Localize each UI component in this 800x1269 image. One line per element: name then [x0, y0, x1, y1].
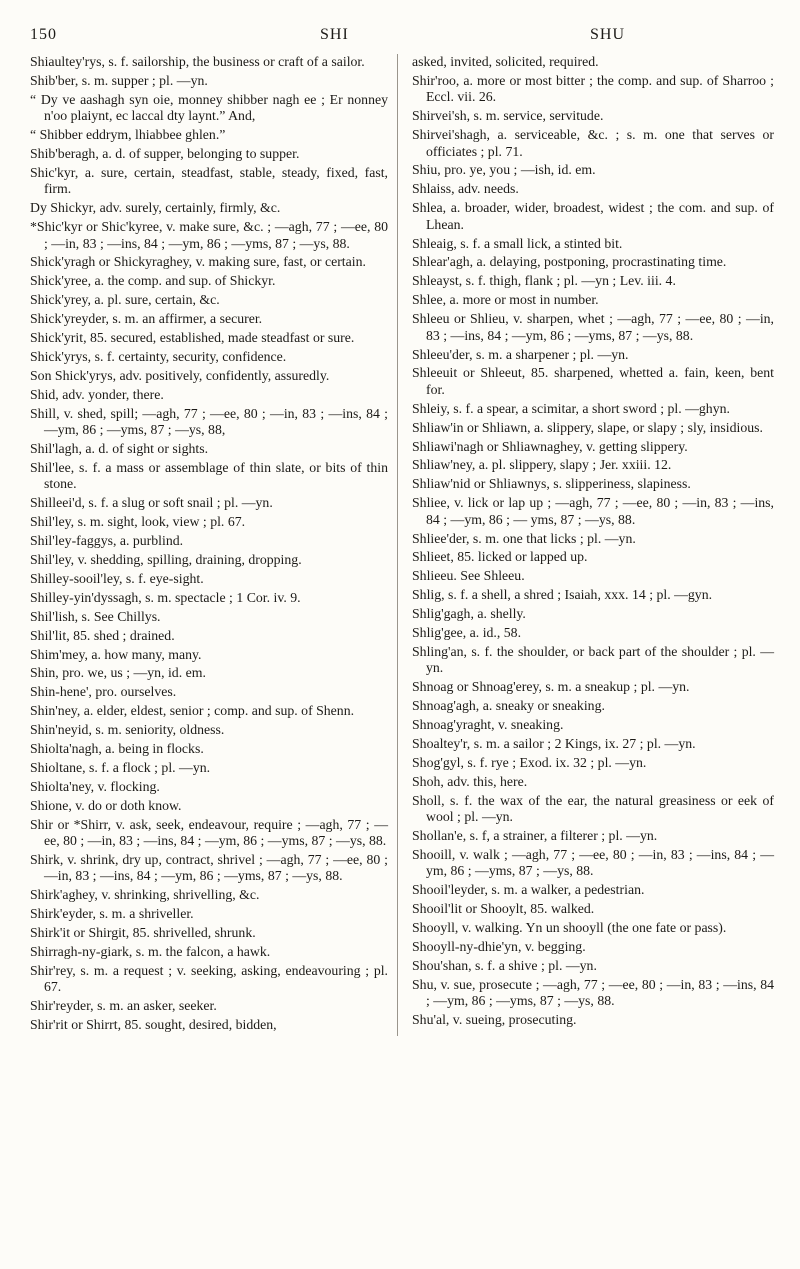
dictionary-entry: Shliawi'nagh or Shliawnaghey, v. getting slippery.: [412, 438, 688, 454]
dictionary-entry: Shliee, v. lick or lap up ; —agh, 77 ; —ee, 80 ; —in, 83 ; —ins, 84 ; —ym, 86 ; — yms, 87 ; —ys, 88.: [412, 495, 774, 527]
dictionary-entry: Shin'ney, a. elder, eldest, senior ; comp. and sup. of Shenn.: [30, 703, 355, 719]
dictionary-entry: Shlig, s. f. a shell, a shred ; Isaiah, xxx. 14 ; pl. —gyn.: [412, 587, 713, 603]
dictionary-entry: Shirk, v. shrink, dry up, contract, shrivel ; —agh, 77 ; —ee, 80 ; —in, 83 ; —ins, 84 ; —ym, 86 ; —yms, 87 ; —ys, 88.: [30, 851, 388, 884]
dictionary-entry: Shic'kyr, a. sure, certain, steadfast, stable, steady, fixed, fast, firm.: [30, 164, 388, 197]
dictionary-entry: Shir'rey, s. m. a request ; v. seeking, asking, endeavouring ; pl. 67.: [30, 962, 388, 995]
dictionary-entry: Shil'ley, s. m. sight, look, view ; pl. 67.: [30, 514, 246, 530]
dictionary-entry: Shick'yree, a. the comp. and sup. of Shickyr.: [30, 273, 276, 289]
dictionary-entry: Dy Shickyr, adv. surely, certainly, firmly, &c.: [30, 200, 281, 216]
dictionary-entry: Shleaig, s. f. a small lick, a stinted bit.: [412, 235, 623, 251]
dictionary-entry: Shoaltey'r, s. m. a sailor ; 2 Kings, ix. 27 ; pl. —yn.: [412, 736, 696, 752]
dictionary-entry: Shill, v. shed, spill; —agh, 77 ; —ee, 80 ; —in, 83 ; —ins, 84 ; —ym, 86 ; —yms, 87 ; —ys, 88,: [30, 405, 388, 438]
dictionary-entry: *Shic'kyr or Shic'kyree, v. make sure, &c. ; —agh, 77 ; —ee, 80 ; —in, 83 ; —ins, 84 ; —ym, 86 ; —yms, 87 ; —ys, 88.: [30, 219, 388, 251]
dictionary-entry: Shir'rit or Shirrt, 85. sought, desired, bidden,: [30, 1017, 277, 1033]
dictionary-entry: Shlaiss, adv. needs.: [412, 181, 519, 197]
dictionary-entry: Sholl, s. f. the wax of the ear, the natural greasiness or eek of wool ; pl. —yn.: [412, 792, 774, 825]
dictionary-entry: Shil'ley-faggys, a. purblind.: [30, 533, 184, 549]
dictionary-entry: Shim'mey, a. how many, many.: [30, 646, 202, 662]
dictionary-entry: Shid, adv. yonder, there.: [30, 386, 164, 402]
left-column: [30, 54, 388, 1036]
dictionary-entry: Shleeuit or Shleeut, 85. sharpened, whetted a. fain, keen, bent for.: [412, 365, 774, 397]
dictionary-entry: “ Dy ve aashagh syn oie, monney shibber nagh ee ; Er nonney n'oo plaiynt, ec laccal dty laynt.” And,: [30, 91, 388, 124]
dictionary-entry: Shick'yrit, 85. secured, established, made steadfast or sure.: [30, 330, 355, 346]
dictionary-entry: Shil'lish, s. See Chillys.: [30, 608, 161, 624]
dictionary-entry: Shleeu'der, s. m. a sharpener ; pl. —yn.: [412, 346, 629, 362]
dictionary-entry: Shil'lit, 85. shed ; drained.: [30, 627, 175, 643]
dictionary-entry: Shliaw'in or Shliawn, a. slippery, slape, or slapy ; sly, insidious.: [412, 419, 763, 435]
dictionary-entry: Shlieet, 85. licked or lapped up.: [412, 549, 588, 565]
dictionary-entry: Shir'reyder, s. m. an asker, seeker.: [30, 998, 217, 1014]
dictionary-entry: Shirvei'sh, s. m. service, servitude.: [412, 108, 604, 124]
dictionary-entry: Shiaultey'rys, s. f. sailorship, the business or craft of a sailor.: [30, 54, 365, 69]
dictionary-entry: Shir or *Shirr, v. ask, seek, endeavour, require ; —agh, 77 ; —ee, 80 ; —in, 83 ; —ins, 84 ; —ym, 86 ; —yms, 87 ; —ys, 88.: [30, 816, 388, 849]
dictionary-entry: Shib'ber, s. m. supper ; pl. —yn.: [30, 72, 208, 88]
dictionary-entry: Shliaw'ney, a. pl. slippery, slapy ; Jer. xxiii. 12.: [412, 457, 672, 473]
running-head-left: SHI: [320, 26, 349, 43]
dictionary-entry: Shirk'aghey, v. shrinking, shrivelling, &c.: [30, 887, 260, 903]
dictionary-entry: Shooil'leyder, s. m. a walker, a pedestrian.: [412, 882, 645, 898]
dictionary-entry: Shnoag or Shnoag'erey, s. m. a sneakup ; pl. —yn.: [412, 679, 690, 695]
dictionary-entry: Shou'shan, s. f. a shive ; pl. —yn.: [412, 957, 597, 973]
page-header: [30, 20, 774, 54]
dictionary-entry: Shooyll-ny-dhie'yn, v. begging.: [412, 939, 586, 954]
dictionary-entry: Shirragh-ny-giark, s. m. the falcon, a hawk.: [30, 944, 271, 959]
dictionary-entry: Shick'yragh or Shickyraghey, v. making sure, fast, or certain.: [30, 254, 366, 270]
right-column: [397, 54, 774, 1036]
dictionary-entry: Shnoag'yraght, v. sneaking.: [412, 717, 564, 733]
dictionary-entry: Shin'neyid, s. m. seniority, oldness.: [30, 722, 225, 738]
dictionary-entry: Shick'yrey, a. pl. sure, certain, &c.: [30, 292, 220, 308]
dictionary-entry: Shu'al, v. sueing, prosecuting.: [412, 1012, 577, 1028]
dictionary-entry: “ Shibber eddrym, lhiabbee ghlen.”: [30, 127, 226, 143]
dictionary-entry: Shooill, v. walk ; —agh, 77 ; —ee, 80 ; —in, 83 ; —ins, 84 ; —ym, 86 ; —yms, 87 ; —ys, 88.: [412, 846, 774, 879]
dictionary-entry: Shleiy, s. f. a spear, a scimitar, a short sword ; pl. —ghyn.: [412, 400, 730, 416]
dictionary-entry: Shog'gyl, s. f. rye ; Exod. ix. 32 ; pl. —yn.: [412, 754, 647, 770]
running-head-right: SHU: [590, 26, 626, 43]
dictionary-entry: Shib'beragh, a. d. of supper, belonging to supper.: [30, 146, 300, 162]
dictionary-entry: Shil'ley, v. shedding, spilling, draining, dropping.: [30, 551, 302, 567]
dictionary-entry: Shliee'der, s. m. one that licks ; pl. —yn.: [412, 530, 636, 546]
dictionary-entry: Shoh, adv. this, here.: [412, 773, 528, 789]
dictionary-entry: Shlear'agh, a. delaying, postponing, procrastinating time.: [412, 254, 727, 270]
dictionary-entry: Shilley-yin'dyssagh, s. m. spectacle ; 1 Cor. iv. 9.: [30, 589, 301, 605]
dictionary-entry: Shick'yrys, s. f. certainty, security, confidence.: [30, 349, 287, 364]
dictionary-entry: asked, invited, solicited, required.: [412, 54, 599, 69]
dictionary-entry: Shirvei'shagh, a. serviceable, &c. ; s. m. one that serves or officiates ; pl. 71.: [412, 127, 774, 159]
dictionary-entry: Shilley-sooil'ley, s. f. eye-sight.: [30, 570, 204, 586]
dictionary-entry: Shiolta'ney, v. flocking.: [30, 778, 160, 794]
page-number: 150: [30, 26, 57, 43]
dictionary-entry: Shil'lagh, a. d. of sight or sights.: [30, 441, 209, 457]
dictionary-entry: Shlieeu. See Shleeu.: [412, 568, 525, 584]
dictionary-entry: Shlee, a. more or most in number.: [412, 292, 599, 308]
dictionary-entry: Shu, v. sue, prosecute ; —agh, 77 ; —ee, 80 ; —in, 83 ; —ins, 84 ; —ym, 86 ; —yms, 87 ; —ys, 88.: [412, 976, 774, 1009]
dictionary-entry: Shooil'lit or Shooylt, 85. walked.: [412, 901, 595, 917]
dictionary-columns: [30, 54, 774, 1036]
dictionary-entry: Shir'roo, a. more or most bitter ; the comp. and sup. of Sharroo ; Eccl. vii. 26.: [412, 72, 774, 105]
dictionary-entry: Shin-hene', pro. ourselves.: [30, 684, 177, 700]
dictionary-entry: Shleayst, s. f. thigh, flank ; pl. —yn ; Lev. iii. 4.: [412, 273, 676, 289]
dictionary-entry: Shiolta'nagh, a. being in flocks.: [30, 741, 204, 757]
dictionary-entry: Shick'yreyder, s. m. an affirmer, a securer.: [30, 311, 263, 327]
dictionary-entry: Shollan'e, s. f, a strainer, a filterer ; pl. —yn.: [412, 828, 658, 844]
dictionary-entry: Shirk'it or Shirgit, 85. shrivelled, shrunk.: [30, 925, 256, 941]
dictionary-entry: Shooyll, v. walking. Yn un shooyll (the one fate or pass).: [412, 920, 727, 936]
dictionary-entry: Shin, pro. we, us ; —yn, id. em.: [30, 665, 206, 681]
dictionary-entry: Shling'an, s. f. the shoulder, or back part of the shoulder ; pl. —yn.: [412, 644, 774, 676]
dictionary-entry: Shleeu or Shlieu, v. sharpen, whet ; —agh, 77 ; —ee, 80 ; —in, 83 ; —ins, 84 ; —ym, 86 ; —yms, 87 ; —ys, 88.: [412, 311, 774, 343]
dictionary-entry: Shliaw'nid or Shliawnys, s. slipperiness, slapiness.: [412, 476, 691, 492]
dictionary-entry: Shlig'gagh, a. shelly.: [412, 606, 526, 622]
dictionary-entry: Shnoag'agh, a. sneaky or sneaking.: [412, 698, 605, 714]
dictionary-entry: Shirk'eyder, s. m. a shriveller.: [30, 906, 194, 922]
dictionary-entry: Shiu, pro. ye, you ; —ish, id. em.: [412, 162, 596, 178]
dictionary-entry: Shil'lee, s. f. a mass or assemblage of thin slate, or bits of thin stone.: [30, 459, 388, 492]
dictionary-entry: Shioltane, s. f. a flock ; pl. —yn.: [30, 759, 211, 775]
dictionary-entry: Shlea, a. broader, wider, broadest, widest ; the com. and sup. of Lhean.: [412, 200, 774, 232]
dictionary-entry: Shione, v. do or doth know.: [30, 797, 182, 813]
dictionary-entry: Shlig'gee, a. id., 58.: [412, 625, 522, 641]
dictionary-entry: Son Shick'yrys, adv. positively, confidently, assuredly.: [30, 367, 330, 383]
dictionary-entry: Shilleei'd, s. f. a slug or soft snail ; pl. —yn.: [30, 495, 273, 511]
